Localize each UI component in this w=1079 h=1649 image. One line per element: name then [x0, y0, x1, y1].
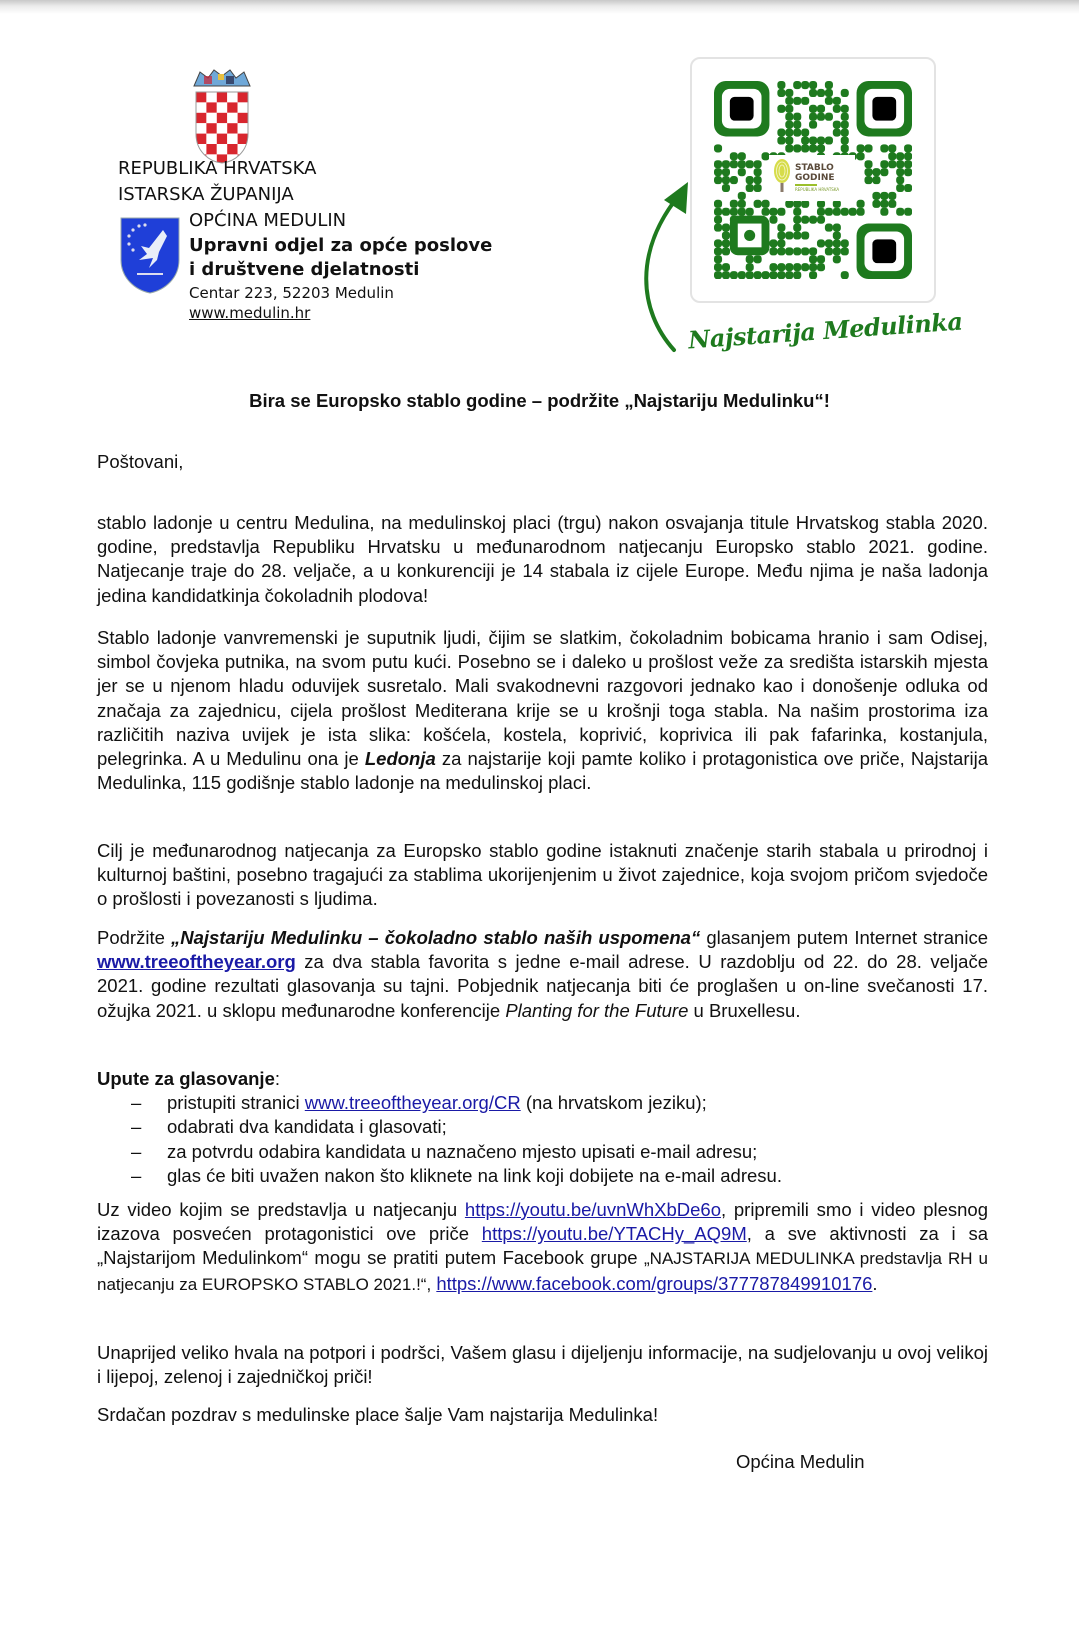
qr-module — [769, 216, 777, 224]
qr-module — [777, 271, 785, 279]
qr-module — [833, 200, 841, 208]
qr-module — [809, 81, 817, 89]
list-item — [97, 1091, 988, 1115]
qr-module — [754, 200, 762, 208]
qr-module — [738, 192, 746, 200]
qr-module — [825, 224, 833, 232]
instructions-list — [97, 1091, 988, 1188]
qr-module — [809, 113, 817, 121]
qr-module — [896, 176, 904, 184]
qr-module — [817, 263, 825, 271]
qr-module — [809, 89, 817, 97]
dash-bullet: – — [131, 1164, 142, 1186]
facebook-group-name: „NAJSTARIJA MEDULINKA predstavlja RH u natjecanju za EUROPSKO STABLO 2021.!“, — [97, 1249, 988, 1294]
qr-module — [777, 129, 785, 137]
qr-module — [793, 129, 801, 137]
qr-module — [817, 105, 825, 113]
instructions-heading: Upute za glasovanje — [97, 1068, 275, 1089]
checker-square — [206, 113, 216, 123]
qr-module — [817, 89, 825, 97]
qr-finder-center — [872, 239, 896, 263]
qr-module — [722, 263, 730, 271]
qr-module — [833, 121, 841, 129]
qr-module — [746, 160, 754, 168]
qr-module — [801, 263, 809, 271]
qr-module — [817, 216, 825, 224]
qr-module — [833, 231, 841, 239]
header-republic: REPUBLIKA HRVATSKA — [118, 158, 317, 179]
paragraph-video-text-a: Uz video kojim se predstavlja u natjecanju — [97, 1199, 465, 1220]
qr-module — [841, 136, 849, 144]
qr-module — [785, 144, 793, 152]
paragraph-thanks — [97, 1341, 988, 1389]
qr-module — [793, 81, 801, 89]
qr-module — [769, 271, 777, 279]
qr-module — [809, 247, 817, 255]
qr-module — [785, 105, 793, 113]
qr-module — [801, 129, 809, 137]
paragraph-3-text: Cilj je međunarodnog natjecanja za Europsko stablo godine istaknuti značenje starih stabala u prirodnoj i kulturnoj baštini, posebno tragajući za stablima ukorijenjenim u život zajednice, koja svojom pričom svjedoče o prošlosti i povezanosti s ljudima. — [97, 840, 988, 910]
qr-module — [841, 271, 849, 279]
qr-module — [754, 271, 762, 279]
qr-module — [777, 89, 785, 97]
qr-module — [738, 168, 746, 176]
header-county: ISTARSKA ŽUPANIJA — [118, 184, 294, 205]
qr-module — [864, 144, 872, 152]
qr-module — [833, 224, 841, 232]
qr-module — [730, 200, 738, 208]
checker-square — [238, 144, 248, 154]
header-department: Upravni odjel za opće poslove — [189, 235, 493, 256]
paragraph-4-text-d: u Bruxellesu. — [688, 999, 801, 1021]
qr-module — [817, 255, 825, 263]
qr-module — [777, 208, 785, 216]
qr-module — [809, 263, 817, 271]
list-item-text: za potvrdu odabira kandidata u naznačeno mjesto upisati e-mail adresu; — [167, 1140, 758, 1162]
checker-square — [238, 92, 248, 102]
conference-name: Planting for the Future — [505, 999, 689, 1021]
qr-module — [738, 271, 746, 279]
qr-module — [896, 208, 904, 216]
qr-module — [722, 184, 730, 192]
qr-module — [888, 152, 896, 160]
qr-module — [801, 144, 809, 152]
qr-module — [793, 97, 801, 105]
qr-module — [746, 176, 754, 184]
qr-module — [754, 176, 762, 184]
qr-module — [817, 239, 825, 247]
qr-module — [762, 208, 770, 216]
qr-module — [904, 152, 912, 160]
qr-module — [817, 113, 825, 121]
header-address: Centar 223, 52203 Medulin — [189, 284, 394, 302]
checker-square — [227, 134, 237, 144]
dash-bullet: – — [131, 1092, 142, 1114]
qr-module — [833, 97, 841, 105]
checker-square — [196, 123, 206, 133]
paragraph-1-text: stablo ladonje u centru Medulina, na medulinskoj placi (trgu) nakon osvajanja titule Hrvatskog stabla 2020. godine, predstavlja Republiku Hrvatsku u međunarodnom natjecanju Europsko stablo 2021. godine. Natjecanje traje do 28. veljače, a u konkurenciji je 14 stabala iz cijele Europe. Među njima je naša ladonja jedina kandidatkinja čokoladnih plodova! — [97, 512, 988, 606]
paragraph-4-text-b: glasanjem putem Internet stranice — [700, 927, 988, 948]
qr-module — [746, 208, 754, 216]
qr-module — [769, 263, 777, 271]
qr-module — [825, 239, 833, 247]
qr-module — [793, 208, 801, 216]
qr-module — [769, 208, 777, 216]
qr-module — [809, 121, 817, 129]
qr-module — [801, 136, 809, 144]
qr-module — [888, 200, 896, 208]
list-item-text: pristupiti stranici — [167, 1092, 305, 1114]
paragraph-2-text-b: za najstarije koji pamte koliko i protagonistica ove priče, Najstarija Medulinka, 115 godišnje stablo ladonje na medulinskoj placi. — [97, 748, 988, 794]
qr-caption: Najstarija Medulinka — [687, 306, 964, 355]
qr-module — [722, 239, 730, 247]
list-item-text: odabrati dva kandidata i glasovati; — [167, 1116, 447, 1138]
qr-module — [880, 160, 888, 168]
youtube-link-1[interactable]: https://youtu.be/uvnWhXbDe6o — [464, 1199, 721, 1220]
qr-module — [793, 121, 801, 129]
qr-module — [825, 89, 833, 97]
qr-module — [738, 208, 746, 216]
checker-square — [217, 92, 227, 102]
paragraph-4 — [97, 926, 988, 1023]
qr-module — [817, 136, 825, 144]
qr-module — [722, 176, 730, 184]
paragraph-4-text-c: za dva stabla favorita s jedne e-mail adrese. U razdoblju od 22. do 28. veljače 2021. godine rezultati glasovanja su tajni. Pobjednik natjecanja biti će proglašen u on-line svečanosti 17. ožujka 2021. u sklopu međunarodne konferencije — [97, 951, 988, 1021]
qr-module — [809, 144, 817, 152]
qr-module — [730, 208, 738, 216]
qr-module — [809, 105, 817, 113]
qr-module — [841, 113, 849, 121]
paragraph-2 — [97, 626, 988, 795]
qr-module — [793, 144, 801, 152]
qr-finder-center — [872, 97, 896, 121]
qr-module — [730, 160, 738, 168]
qr-module — [793, 231, 801, 239]
qr-module — [841, 144, 849, 152]
qr-module — [785, 129, 793, 137]
qr-module — [754, 168, 762, 176]
checker-square — [217, 123, 227, 133]
header-website-link[interactable]: www.medulin.hr — [189, 304, 311, 322]
youtube-link-2[interactable]: https://youtu.be/YTACHy_AQ9M — [481, 1223, 747, 1245]
qr-module — [793, 200, 801, 208]
paragraph-video-text-c: , a sve aktivnosti za i sa „Najstarijom Medulinkom“ mogu se pratiti putem Facebook grupe — [97, 1223, 988, 1269]
qr-module — [801, 231, 809, 239]
qr-module — [754, 255, 762, 263]
qr-module — [896, 160, 904, 168]
qr-module — [809, 255, 817, 263]
checker-square — [196, 113, 206, 123]
qr-module — [722, 247, 730, 255]
qr-module — [864, 176, 872, 184]
qr-module — [904, 184, 912, 192]
list-item — [97, 1140, 988, 1164]
qr-module — [785, 263, 793, 271]
qr-module — [777, 247, 785, 255]
header-department-2: i društvene djelatnosti — [189, 259, 420, 280]
qr-module — [801, 97, 809, 105]
croatian-coat-of-arms-icon — [190, 68, 254, 164]
letter-title: Bira se Europsko stablo godine – podržite „Najstariju Medulinku“! — [249, 390, 830, 411]
qr-module — [849, 208, 857, 216]
qr-module — [825, 247, 833, 255]
qr-module — [841, 89, 849, 97]
qr-module — [777, 263, 785, 271]
qr-module — [769, 247, 777, 255]
qr-module — [904, 168, 912, 176]
paragraph-greeting-close-text: Srdačan pozdrav s medulinske place šalje Vam najstarija Medulinka! — [97, 1404, 659, 1425]
paragraph-video — [97, 1198, 988, 1297]
logo-text — [795, 163, 835, 183]
list-item — [97, 1164, 988, 1188]
logo-line-1: STABLO — [795, 163, 834, 173]
qr-module — [857, 200, 865, 208]
qr-module — [888, 144, 896, 152]
qr-module — [825, 97, 833, 105]
checker-square — [217, 102, 227, 112]
qr-module — [841, 239, 849, 247]
facebook-group-link[interactable]: https://www.facebook.com/groups/377787849910176 — [436, 1272, 873, 1294]
qr-module — [793, 271, 801, 279]
signature: Općina Medulin — [736, 1451, 865, 1472]
qr-module — [857, 208, 865, 216]
paragraph-greeting-close — [97, 1403, 988, 1427]
qr-module — [793, 216, 801, 224]
qr-module — [801, 200, 809, 208]
qr-module — [841, 208, 849, 216]
qr-module — [825, 208, 833, 216]
qr-card — [690, 57, 936, 303]
qr-module — [864, 160, 872, 168]
qr-module — [722, 271, 730, 279]
list-item-text: glas će biti uvažen nakon što kliknete na link koji dobijete na e-mail adresu. — [167, 1164, 782, 1186]
qr-module — [785, 271, 793, 279]
qr-module — [777, 105, 785, 113]
qr-module — [785, 247, 793, 255]
qr-module — [738, 152, 746, 160]
qr-module — [825, 136, 833, 144]
qr-module — [825, 113, 833, 121]
qr-module — [762, 271, 770, 279]
qr-module — [730, 271, 738, 279]
checker-square — [238, 102, 248, 112]
qr-module — [872, 192, 880, 200]
checker-square — [206, 123, 216, 133]
voting-instructions — [97, 1067, 988, 1188]
checker-square — [196, 92, 206, 102]
qr-module — [888, 192, 896, 200]
paragraph-3 — [97, 839, 988, 912]
treeoftheyear-link[interactable]: www.treeoftheyear.org — [97, 951, 296, 973]
checker-square — [196, 144, 206, 154]
qr-module — [746, 184, 754, 192]
paragraph-video-text-d: . — [872, 1272, 878, 1294]
qr-module — [785, 97, 793, 105]
greeting: Poštovani, — [97, 451, 184, 472]
qr-module — [801, 247, 809, 255]
qr-module — [904, 144, 912, 152]
qr-module — [880, 208, 888, 216]
qr-module — [880, 192, 888, 200]
checker-square — [227, 123, 237, 133]
checker-square — [238, 123, 248, 133]
instructions-colon: : — [274, 1068, 280, 1089]
qr-module — [777, 81, 785, 89]
checker-square — [227, 102, 237, 112]
qr-finder-center — [730, 97, 754, 121]
checker-square — [217, 113, 227, 123]
checker-square — [227, 144, 237, 154]
qr-module — [809, 136, 817, 144]
campaign-slogan: „Najstariju Medulinku – čokoladno stablo naših uspomena“ — [171, 927, 701, 948]
qr-module — [793, 113, 801, 121]
logo-bar — [795, 184, 817, 186]
qr-module — [833, 247, 841, 255]
qr-module — [793, 263, 801, 271]
qr-module — [801, 216, 809, 224]
qr-module — [896, 184, 904, 192]
qr-module — [817, 144, 825, 152]
qr-module — [746, 263, 754, 271]
qr-module — [738, 200, 746, 208]
checker-square — [206, 134, 216, 144]
qr-module — [872, 200, 880, 208]
paragraph-4-text-a: Podržite — [97, 927, 171, 948]
qr-module — [746, 271, 754, 279]
header-municipality: OPĆINA MEDULIN — [189, 210, 347, 231]
qr-module — [785, 121, 793, 129]
qr-module — [722, 224, 730, 232]
qr-module — [722, 160, 730, 168]
qr-module — [880, 200, 888, 208]
qr-module — [785, 113, 793, 121]
qr-module — [817, 208, 825, 216]
qr-module — [817, 200, 825, 208]
dash-bullet: – — [131, 1116, 142, 1138]
qr-module — [777, 239, 785, 247]
logo-line-2: GODINE — [795, 173, 835, 183]
qr-module — [841, 129, 849, 137]
paragraph-thanks-text: Unaprijed veliko hvala na potpori i podršci, Vašem glasu i dijeljenju informacije, na sudjelovanju u ovoj velikoj i lijepoj, zelenoj i zajedničkoj priči! — [97, 1342, 988, 1388]
qr-module — [880, 168, 888, 176]
paragraph-2-text-a: Stablo ladonje vanvremenski je suputnik ljudi, čijim se slatkim, čokoladnim bobicama hranio i sam Odisej, simbol čovjeka putnika, na svom putu kući. Posebno se i daleko u prošlost veže za središta istarskih mjesta jer se u njenom hladu oduvijek susretalo. Mali svakodnevni razgovori jednako kao i donošenje odluka od značaja za zajednicu, cijela prošlost Mediterana krije se u krošnji toga stabla. Na našim prostorima iza različitih naziva uvijek je ista slika: košćela, kostela, koprivić, koprivica ili pak fafarinka, kostanjula, pelegrinka. A u Medulinu ona je — [97, 627, 988, 770]
qr-module — [730, 176, 738, 184]
qr-module — [904, 208, 912, 216]
checker-square — [227, 92, 237, 102]
qr-module — [777, 136, 785, 144]
qr-module — [833, 129, 841, 137]
qr-module — [872, 168, 880, 176]
qr-module — [904, 160, 912, 168]
checker-square — [196, 102, 206, 112]
qr-module — [714, 144, 722, 152]
qr-module — [785, 231, 793, 239]
page-top-shadow — [0, 0, 1079, 14]
qr-module — [841, 247, 849, 255]
qr-module — [754, 160, 762, 168]
ledonja-emphasis: Ledonja — [364, 748, 436, 770]
qr-module — [793, 224, 801, 232]
qr-module — [785, 200, 793, 208]
qr-module — [857, 144, 865, 152]
qr-module — [857, 152, 865, 160]
qr-module — [762, 200, 770, 208]
list-item-text-after: (na hrvatskom jeziku); — [520, 1092, 707, 1114]
qr-module — [785, 89, 793, 97]
qr-module — [777, 231, 785, 239]
checker-square — [227, 113, 237, 123]
medulin-shield-icon — [119, 216, 181, 294]
qr-module — [888, 160, 896, 168]
checker-square — [206, 102, 216, 112]
qr-module — [833, 239, 841, 247]
qr-module — [896, 168, 904, 176]
checker-square — [238, 113, 248, 123]
qr-module — [730, 152, 738, 160]
qr-module — [841, 121, 849, 129]
treeoftheyear-cr-link[interactable]: www.treeoftheyear.org/CR — [304, 1092, 521, 1114]
qr-module — [872, 176, 880, 184]
checker-square — [217, 144, 227, 154]
paragraph-video-text-b: , pripremili smo i video plesnog izazova posvećen protagonistici ove priče — [97, 1199, 989, 1245]
qr-module — [754, 184, 762, 192]
qr-module — [769, 239, 777, 247]
list-item — [97, 1115, 988, 1139]
paragraph-1 — [97, 511, 988, 608]
qr-module — [825, 81, 833, 89]
tree-fingerprint-icon — [773, 157, 791, 193]
qr-module — [738, 160, 746, 168]
qr-module — [809, 216, 817, 224]
qr-module — [833, 208, 841, 216]
qr-alignment-dot — [744, 230, 755, 241]
qr-module — [841, 105, 849, 113]
qr-module — [746, 255, 754, 263]
qr-module — [896, 152, 904, 160]
qr-module — [833, 255, 841, 263]
stablo-godine-logo — [769, 155, 855, 201]
qr-module — [722, 208, 730, 216]
qr-module — [801, 81, 809, 89]
qr-module — [777, 224, 785, 232]
logo-subtext: REPUBLIKA HRVATSKA — [795, 187, 840, 192]
qr-module — [793, 247, 801, 255]
dash-bullet: – — [131, 1140, 142, 1162]
qr-module — [785, 136, 793, 144]
qr-module — [809, 271, 817, 279]
qr-module — [722, 168, 730, 176]
qr-module — [880, 144, 888, 152]
checker-square — [217, 134, 227, 144]
checker-square — [206, 144, 216, 154]
qr-module — [864, 168, 872, 176]
qr-module — [722, 231, 730, 239]
qr-module — [833, 105, 841, 113]
checker-square — [206, 92, 216, 102]
